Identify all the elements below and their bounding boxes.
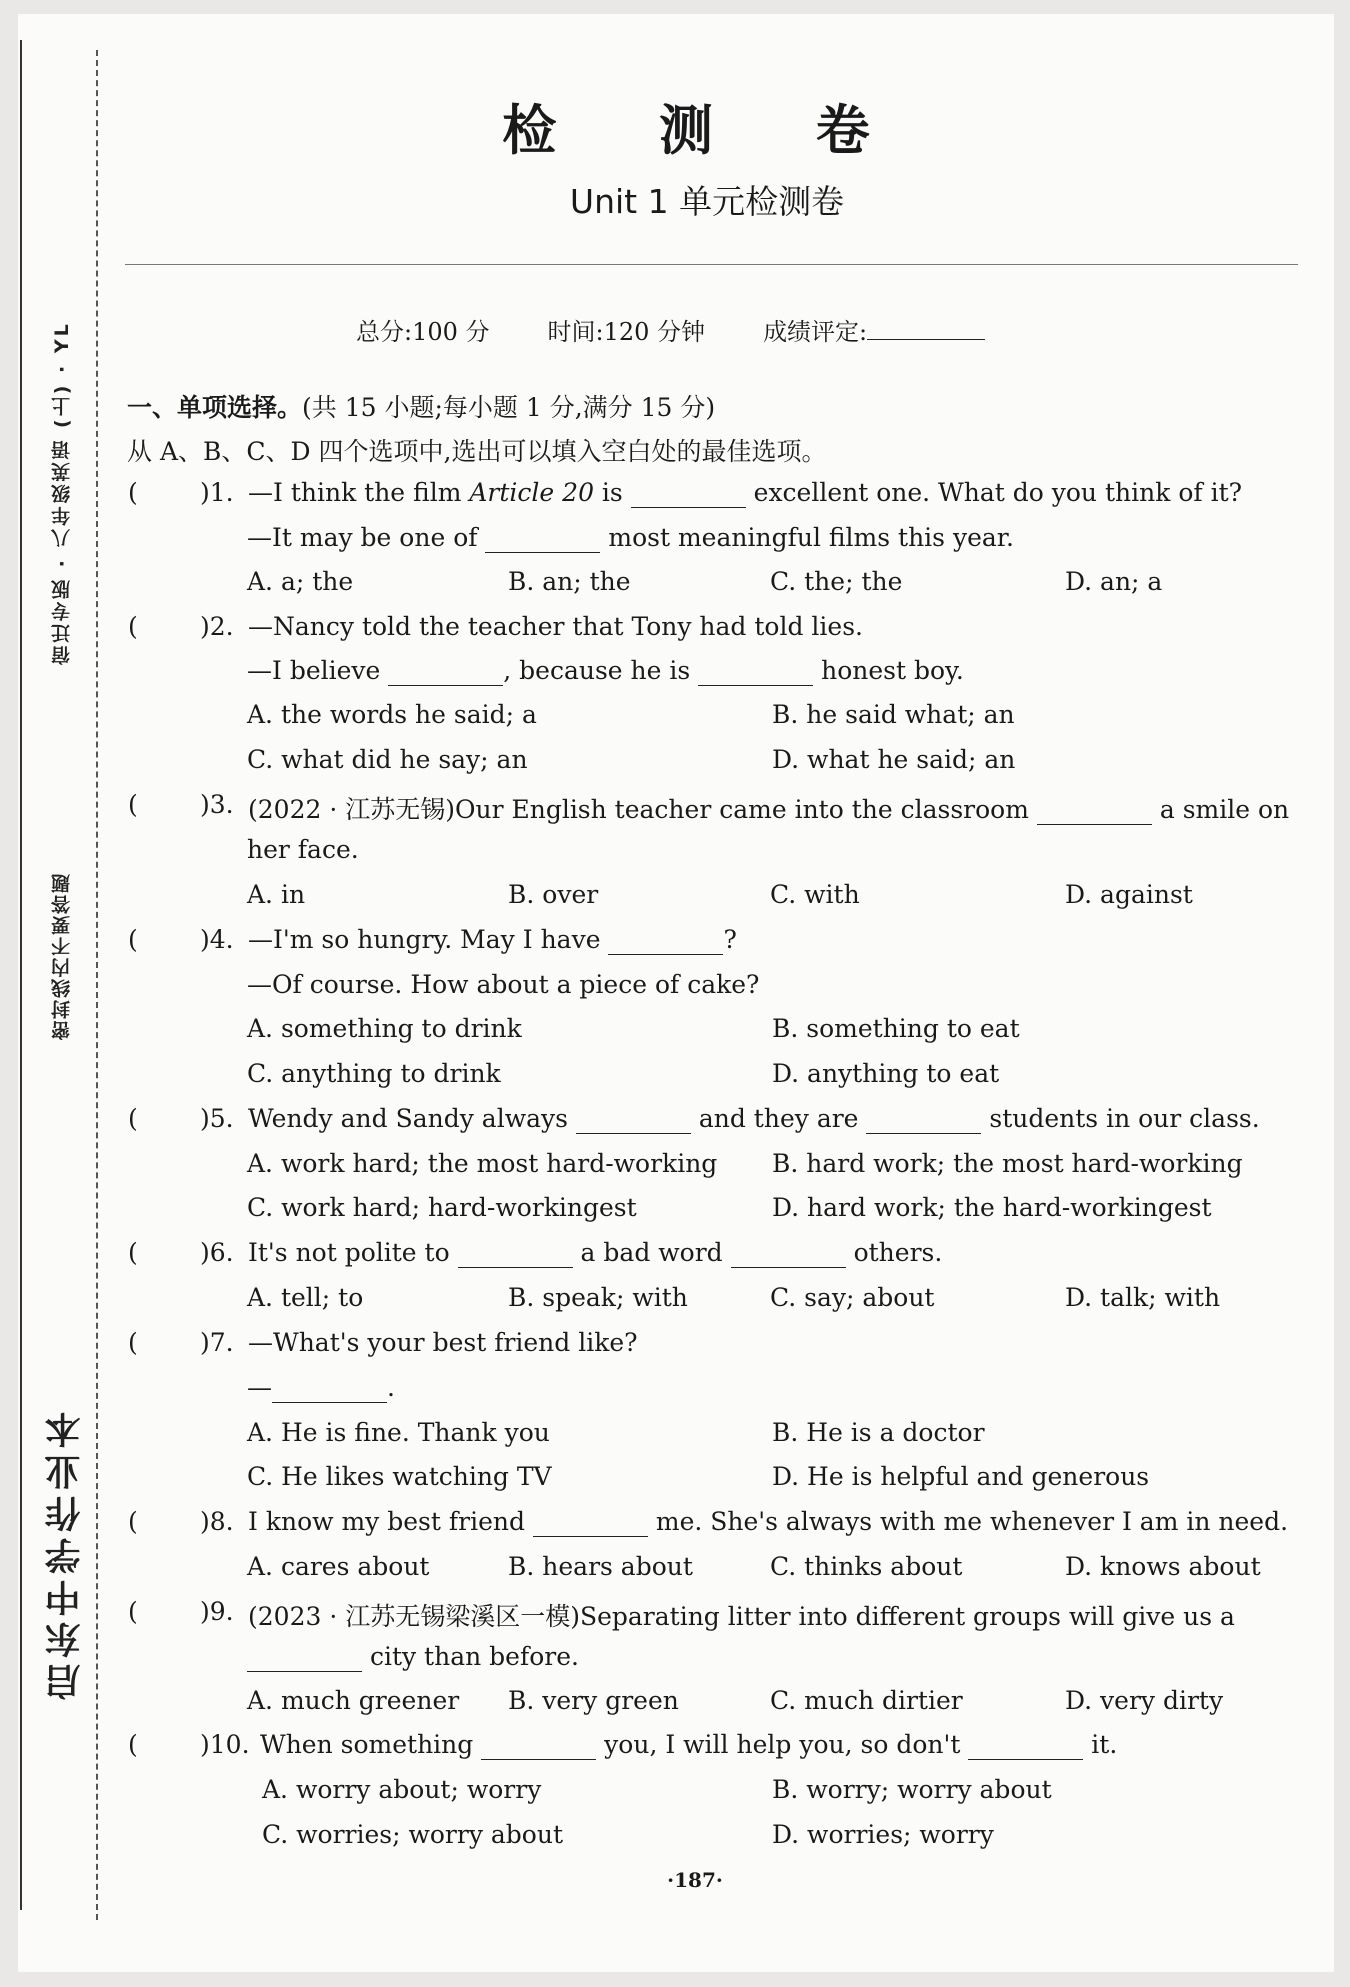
- question-text: It's not polite to a bad word others.: [248, 1238, 943, 1267]
- answer-bracket[interactable]: (: [128, 1730, 138, 1759]
- section-heading: 一、单项选择。(共 15 小题;每小题 1 分,满分 15 分): [127, 393, 716, 422]
- answer-option: C. say; about: [770, 1283, 935, 1312]
- margin-series-label: 宿迁专版 · 八年级英语 (上) · YL: [51, 321, 73, 665]
- answer-option: C. anything to drink: [247, 1059, 501, 1088]
- fill-blank[interactable]: [631, 478, 746, 508]
- section-instruction: 从 A、B、C、D 四个选项中,选出可以填入空白处的最佳选项。: [127, 437, 827, 466]
- answer-option: A. a; the: [247, 567, 354, 596]
- answer-option: B. something to eat: [772, 1014, 1020, 1043]
- question-number: )2.: [200, 612, 234, 641]
- question-number: )3.: [200, 790, 234, 819]
- answer-bracket[interactable]: (: [128, 1328, 138, 1357]
- fill-blank[interactable]: [458, 1238, 573, 1268]
- answer-option: A. something to drink: [247, 1014, 522, 1043]
- fill-blank[interactable]: [481, 1730, 596, 1760]
- answer-option: C. worries; worry about: [262, 1820, 564, 1849]
- answer-option: D. anything to eat: [772, 1059, 1000, 1088]
- question-text: —I think the film Article 20 is excellent one. What do you think of it?: [248, 478, 1243, 507]
- answer-option: D. very dirty: [1065, 1686, 1224, 1715]
- answer-option: C. thinks about: [770, 1552, 963, 1581]
- answer-option: B. hears about: [508, 1552, 693, 1581]
- question-text: I know my best friend me. She's always with me whenever I am in need.: [248, 1507, 1289, 1536]
- answer-option: C. the; the: [770, 567, 903, 596]
- answer-option: B. he said what; an: [772, 700, 1015, 729]
- answer-bracket[interactable]: (: [128, 1597, 138, 1626]
- answer-option: D. hard work; the hard-workingest: [772, 1193, 1212, 1222]
- answer-option: D. knows about: [1065, 1552, 1261, 1581]
- answer-option: A. much greener: [247, 1686, 460, 1715]
- answer-bracket[interactable]: (: [128, 925, 138, 954]
- fill-blank[interactable]: [1037, 795, 1152, 825]
- page-title: 检 测 卷: [502, 99, 912, 162]
- question-text: —I believe , because he is honest boy.: [247, 656, 964, 685]
- question-number: )7.: [200, 1328, 234, 1357]
- question-text: her face.: [247, 835, 359, 864]
- answer-option: D. an; a: [1065, 567, 1163, 596]
- answer-bracket[interactable]: (: [128, 790, 138, 819]
- answer-option: D. against: [1065, 880, 1193, 909]
- answer-option: A. worry about; worry: [262, 1775, 542, 1804]
- answer-option: C. what did he say; an: [247, 745, 528, 774]
- question-text: city than before.: [247, 1642, 579, 1672]
- page-subtitle: Unit 1 单元检测卷: [569, 182, 845, 221]
- answer-bracket[interactable]: (: [128, 1507, 138, 1536]
- answer-option: A. He is fine. Thank you: [247, 1418, 550, 1447]
- answer-option: A. tell; to: [247, 1283, 364, 1312]
- answer-option: C. with: [770, 880, 860, 909]
- question-number: )9.: [200, 1597, 234, 1626]
- fill-blank[interactable]: [698, 656, 813, 686]
- answer-option: A. the words he said; a: [247, 700, 537, 729]
- answer-bracket[interactable]: (: [128, 612, 138, 641]
- total-score: 总分:100 分: [356, 318, 490, 346]
- question-text: (2022 · 江苏无锡)Our English teacher came into the classroom a smile on: [248, 795, 1290, 824]
- answer-option: D. what he said; an: [772, 745, 1016, 774]
- page-number: ·187·: [667, 1868, 723, 1892]
- fill-blank[interactable]: [485, 523, 600, 553]
- fill-blank[interactable]: [866, 1104, 981, 1134]
- question-text: —It may be one of most meaningful films this year.: [247, 523, 1014, 552]
- question-number: )1.: [200, 478, 234, 507]
- answer-option: D. He is helpful and generous: [772, 1462, 1150, 1491]
- fill-blank[interactable]: [388, 656, 503, 686]
- answer-option: D. talk; with: [1065, 1283, 1221, 1312]
- answer-option: C. work hard; hard-workingest: [247, 1193, 637, 1222]
- question-text: —What's your best friend like?: [248, 1328, 638, 1357]
- score-line: [356, 312, 985, 347]
- grade-field[interactable]: 成绩评定:: [763, 312, 985, 347]
- answer-bracket[interactable]: (: [128, 1238, 138, 1267]
- question-text: Wendy and Sandy always and they are students in our class.: [248, 1104, 1260, 1133]
- seal-dashed-line: [96, 50, 98, 1920]
- binding-line: [20, 40, 23, 1910]
- question-text: — .: [247, 1373, 395, 1402]
- fill-blank[interactable]: [608, 925, 723, 955]
- answer-option: A. in: [247, 880, 306, 909]
- question-text: —Of course. How about a piece of cake?: [247, 970, 760, 999]
- answer-bracket[interactable]: (: [128, 478, 138, 507]
- question-number: )4.: [200, 925, 234, 954]
- answer-option: B. an; the: [508, 567, 631, 596]
- question-number: )5.: [200, 1104, 234, 1133]
- margin-seal-notice: 密封线内不要答题: [51, 872, 73, 1040]
- answer-option: B. worry; worry about: [772, 1775, 1052, 1804]
- answer-option: C. much dirtier: [770, 1686, 963, 1715]
- answer-option: C. He likes watching TV: [247, 1462, 552, 1491]
- question-text: When something you, I will help you, so don't it.: [260, 1730, 1118, 1759]
- question-text: (2023 · 江苏无锡梁溪区一模)Separating litter into different groups will give us a: [248, 1602, 1235, 1631]
- answer-option: B. speak; with: [508, 1283, 688, 1312]
- answer-option: D. worries; worry: [772, 1820, 994, 1849]
- fill-blank[interactable]: [968, 1730, 1083, 1760]
- answer-option: B. very green: [508, 1686, 679, 1715]
- answer-option: B. He is a doctor: [772, 1418, 985, 1447]
- question-number: )8.: [200, 1507, 234, 1536]
- answer-bracket[interactable]: (: [128, 1104, 138, 1133]
- answer-option: B. hard work; the most hard-working: [772, 1149, 1243, 1178]
- time-limit: 时间:120 分钟: [547, 318, 706, 346]
- question-text: —I'm so hungry. May I have ?: [248, 925, 737, 954]
- fill-blank[interactable]: [272, 1373, 387, 1403]
- answer-option: A. cares about: [247, 1552, 430, 1581]
- answer-option: B. over: [508, 880, 599, 909]
- question-number: )6.: [200, 1238, 234, 1267]
- fill-blank[interactable]: [576, 1104, 691, 1134]
- question-text: —Nancy told the teacher that Tony had told lies.: [248, 612, 863, 641]
- fill-blank[interactable]: [533, 1507, 648, 1537]
- answer-option: A. work hard; the most hard-working: [247, 1149, 718, 1178]
- header-divider: [125, 264, 1298, 265]
- question-number: )10.: [200, 1730, 250, 1759]
- fill-blank[interactable]: [247, 1642, 362, 1672]
- fill-blank[interactable]: [731, 1238, 846, 1268]
- margin-brand: 启东中学作业本: [45, 1406, 86, 1700]
